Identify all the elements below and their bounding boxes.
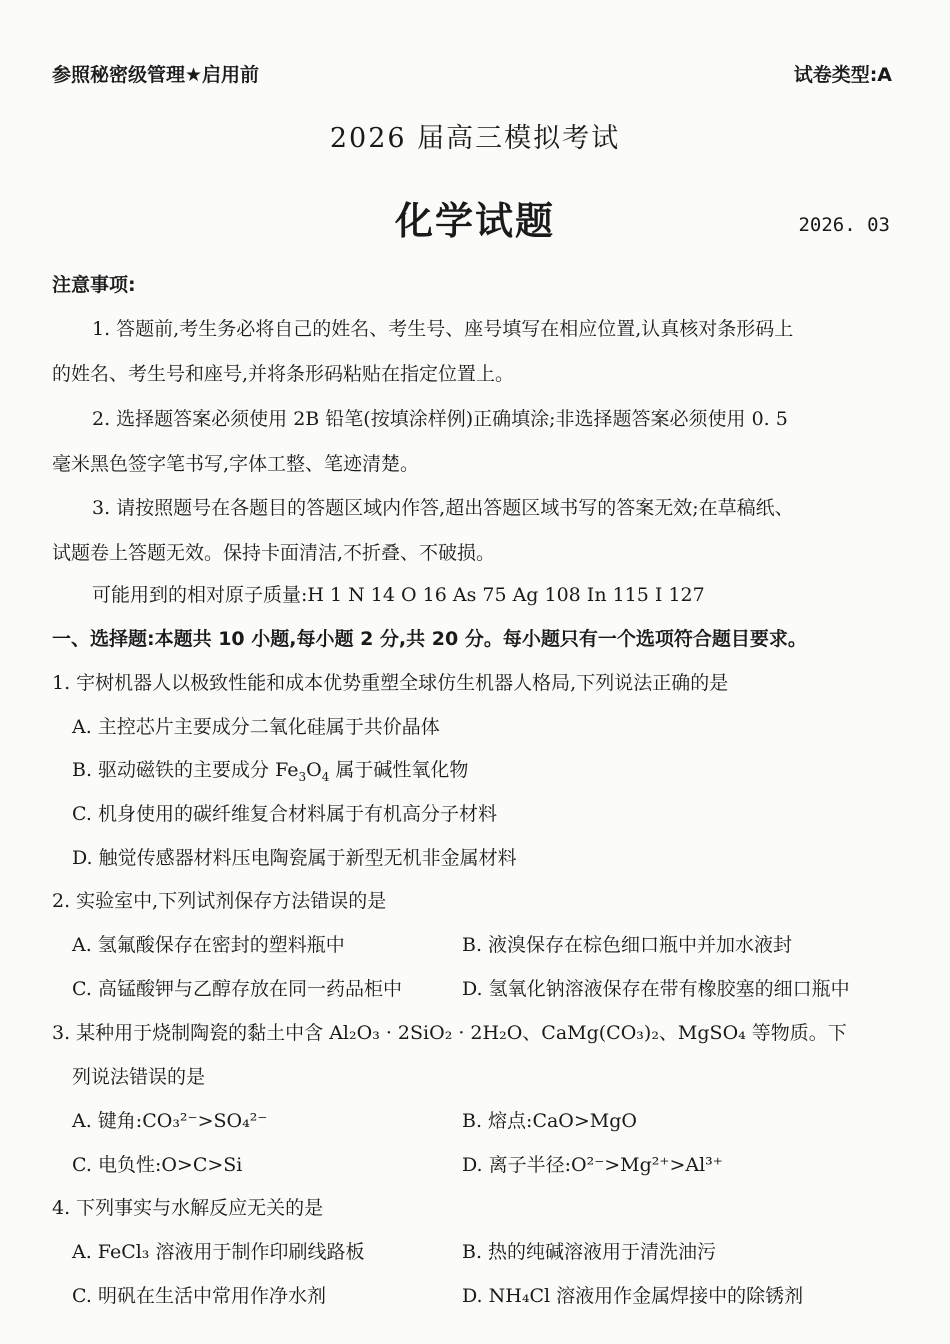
notice-item-1-line-1: 1. 答题前,考生务必将自己的姓名、考生号、座号填写在相应位置,认真核对条形码上 (92, 318, 794, 340)
question-3-option-a: A. 键角:CO₃²⁻>SO₄²⁻ (72, 1110, 268, 1132)
q1-b-pre: B. 驱动磁铁的主要成分 Fe (72, 759, 299, 781)
question-1-option-a: A. 主控芯片主要成分二氧化硅属于共价晶体 (72, 716, 440, 738)
q1-b-sub2: 4 (321, 769, 330, 784)
notice-heading: 注意事项: (52, 274, 136, 296)
question-4-option-d: D. NH₄Cl 溶液用作金属焊接中的除锈剂 (462, 1285, 804, 1307)
notice-item-3-line-2: 试题卷上答题无效。保持卡面清洁,不折叠、不破损。 (52, 542, 496, 564)
question-1-stem: 1. 宇树机器人以极致性能和成本优势重塑全球仿生机器人格局,下列说法正确的是 (52, 672, 729, 694)
question-4-option-c: C. 明矾在生活中常用作净水剂 (72, 1285, 326, 1307)
exam-date: 2026. 03 (798, 214, 890, 236)
question-2-option-a: A. 氢氟酸保存在密封的塑料瓶中 (72, 934, 345, 956)
q1-b-mid: O (306, 759, 322, 781)
notice-item-1-line-2: 的姓名、考生号和座号,并将条形码粘贴在指定位置上。 (52, 363, 515, 385)
question-1-option-d: D. 触觉传感器材料压电陶瓷属于新型无机非金属材料 (72, 847, 517, 869)
paper-type-label: 试卷类型:A (793, 64, 892, 86)
question-1-option-b (72, 755, 468, 784)
question-2-stem: 2. 实验室中,下列试剂保存方法错误的是 (52, 890, 387, 912)
question-3-option-d: D. 离子半径:O²⁻>Mg²⁺>Al³⁺ (462, 1154, 723, 1176)
question-1-option-c: C. 机身使用的碳纤维复合材料属于有机高分子材料 (72, 803, 497, 825)
question-4-option-b: B. 热的纯碱溶液用于清洗油污 (462, 1241, 717, 1263)
question-2-option-b: B. 液溴保存在棕色细口瓶中并加水液封 (462, 934, 793, 956)
notice-item-2-line-2: 毫米黑色签字笔书写,字体工整、笔迹清楚。 (52, 453, 420, 475)
subject-title: 化学试题 (394, 199, 555, 243)
q1-b-post: 属于碱性氧化物 (329, 759, 469, 781)
question-4-option-a: A. FeCl₃ 溶液用于制作印刷线路板 (72, 1241, 365, 1263)
atomic-masses: 可能用到的相对原子质量:H 1 N 14 O 16 As 75 Ag 108 In 115 I 127 (92, 584, 705, 606)
question-3-stem-line-1: 3. 某种用于烧制陶瓷的黏土中含 Al₂O₃ · 2SiO₂ · 2H₂O、CaMg(CO₃)₂、MgSO₄ 等物质。下 (52, 1022, 847, 1044)
question-4-stem: 4. 下列事实与水解反应无关的是 (52, 1197, 324, 1219)
q1-b-sub1: 3 (298, 769, 307, 784)
question-3-stem-line-2: 列说法错误的是 (72, 1066, 206, 1088)
question-2-option-c: C. 高锰酸钾与乙醇存放在同一药品柜中 (72, 978, 402, 1000)
notice-item-2-line-1: 2. 选择题答案必须使用 2B 铅笔(按填涂样例)正确填涂;非选择题答案必须使用 0. 5 (92, 408, 788, 430)
confidential-label: 参照秘密级管理★启用前 (52, 64, 260, 86)
question-3-option-c: C. 电负性:O>C>Si (72, 1154, 243, 1176)
question-2-option-d: D. 氢氧化钠溶液保存在带有橡胶塞的细口瓶中 (462, 978, 850, 1000)
question-3-option-b: B. 熔点:CaO>MgO (462, 1110, 637, 1132)
notice-item-3-line-1: 3. 请按照题号在各题目的答题区域内作答,超出答题区域书写的答案无效;在草稿纸、 (92, 497, 794, 519)
section-1-heading: 一、选择题:本题共 10 小题,每小题 2 分,共 20 分。每小题只有一个选项符合题目要求。 (52, 628, 807, 650)
exam-title: 2026 届高三模拟考试 (329, 123, 621, 154)
